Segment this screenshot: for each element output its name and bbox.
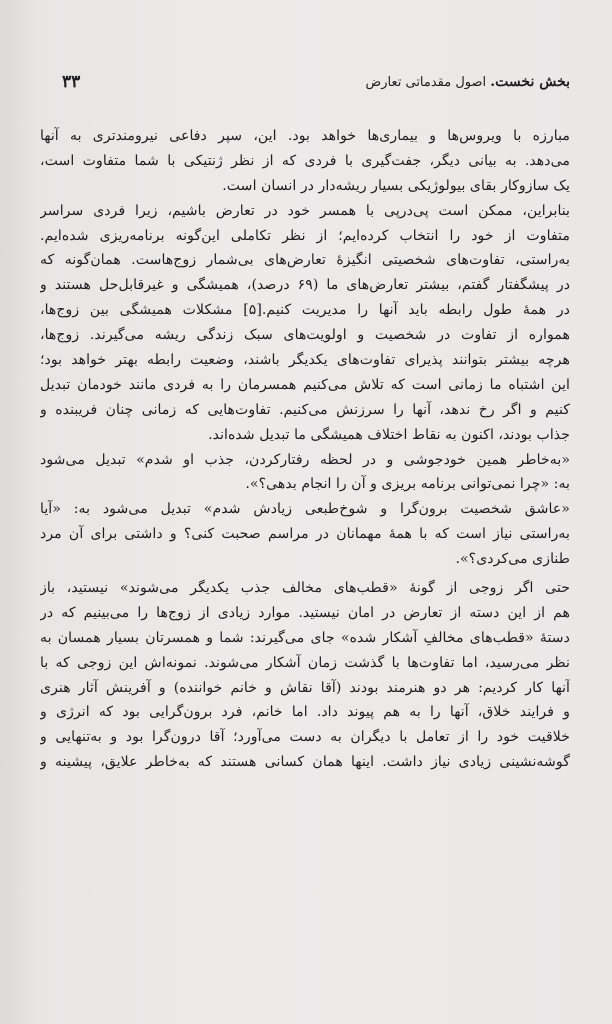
paragraph xyxy=(40,199,570,448)
part-title: بخش نخست. xyxy=(490,74,570,90)
paragraph xyxy=(40,448,570,498)
text-line: این اشتباه ما زمانی است که تلاش می‌کنیم همسرمان را به فردی مانند خودمان تبدیل xyxy=(40,376,570,393)
text-line: می‌دهد. به بیانی دیگر، جفت‌گیری با فردی که از نظر ژنتیکی با شما متفاوت است، xyxy=(40,152,570,169)
text-line: طنازی می‌کردی؟». xyxy=(455,551,570,568)
text-line: همواره از تفاوت در شخصیت و اولویت‌های سبک زندگی ریشه می‌گیرند. زوج‌ها، xyxy=(40,327,570,344)
text-line: و فرایند خلاق، آنها را به هم پیوند داد. اما خانم، فرد برون‌گرایی بود که انرژی و xyxy=(40,704,570,721)
page-header xyxy=(0,70,612,96)
text-line: به‌راستی، تفاوت‌های شخصیتی انگیزهٔ تعارض‌های بی‌شمار زوج‌هاست. همان‌گونه که xyxy=(40,252,570,269)
text-line: خلاقیت خود را از تعامل با دیگران به دست می‌آورد؛ آقا درون‌گرا بود و به‌تنهایی و xyxy=(40,729,570,746)
text-line: در همهٔ طول رابطه باید آنها را مدیریت کنیم.[۵] مشکلات همیشگی بین زوج‌ها، xyxy=(40,302,570,319)
text-line: یک سازوکار بقای بیولوژیکی بسیار ریشه‌دار در انسان است. xyxy=(222,177,570,194)
text-line: گوشه‌نشینی زیادی نیاز داشت. اینها همان کسانی هستند که به‌خاطر علایق، پیشینه و xyxy=(40,754,570,771)
text-line: متفاوت از خود را انتخاب کرده‌ایم؛ از نظر تکاملی این‌گونه برنامه‌ریزی شده‌ایم. xyxy=(40,227,570,244)
body-text xyxy=(40,124,570,775)
text-line: حتی اگر زوجی از گونهٔ «قطب‌های مخالف جذب یکدیگر می‌شوند» نیستید، باز xyxy=(40,580,570,597)
text-line: هرچه بیشتر بتوانند پذیرای تفاوت‌های یکدیگر باشند، وضعیت رابطه بهتر خواهد بود؛ xyxy=(40,352,570,369)
text-line: «به‌خاطر همین خودجوشی و در لحظه رفتارکردن، جذب او شدم» تبدیل می‌شود xyxy=(40,451,570,468)
paragraph xyxy=(40,497,570,572)
paragraph xyxy=(40,124,570,199)
paragraph xyxy=(40,576,570,775)
page-number: ۳۳ xyxy=(62,72,81,92)
text-line: جذاب بودند، اکنون به نقاط اختلاف همیشگی ما تبدیل شده‌اند. xyxy=(208,426,570,443)
text-line: بنابراین، ممکن است پی‌درپی با همسر خود در تعارض باشیم، زیرا فردی سراسر xyxy=(40,202,570,219)
text-line: آنها کار کردیم: هر دو هنرمند بودند (آقا نقاش و خانم خواننده) و آفرینش آثار هنری xyxy=(40,679,570,696)
text-line: کنیم و اگر رخ ندهد، آنها را سرزنش می‌کنیم. تفاوت‌هایی که زمانی چنان فریبنده و xyxy=(40,401,570,418)
text-line: نظر می‌رسید، اما تفاوت‌ها با گذشت زمان آشکار می‌شوند. نمونه‌اش این زوجی که با xyxy=(40,654,570,671)
chapter-title: اصول مقدماتی تعارض xyxy=(365,75,491,90)
text-line: به: «چرا نمی‌توانی برنامه بریزی و آن را انجام بدهی؟». xyxy=(245,476,570,493)
text-line: در پیشگفتار گفتم، بیشتر تعارض‌های ما (۶۹ درصد)، همیشگی و غیرقابل‌حل هستند و xyxy=(40,277,570,294)
running-head xyxy=(366,74,571,90)
text-line: «عاشق شخصیت برون‌گرا و شوخ‌طبعی زیادش شدم» تبدیل می‌شود به: «آیا xyxy=(40,501,570,518)
text-line: مبارزه با ویروس‌ها و بیماری‌ها خواهد بود. این، سپر دفاعی نیرومندتری به آنها xyxy=(40,128,570,144)
text-line: به‌راستی نیاز است که با همهٔ مهمانان در مراسم صحبت کنی؟ و داشتی برای آن مرد xyxy=(40,526,570,543)
text-line: دستهٔ «قطب‌های مخالفِ آشکار شده» جای می‌گیرند: شما و همسرتان بسیار همسان به xyxy=(40,629,570,646)
text-line: هم از این دسته از تعارض در امان نیستید. موارد زیادی از زوج‌ها را می‌بینیم که در xyxy=(40,604,570,621)
